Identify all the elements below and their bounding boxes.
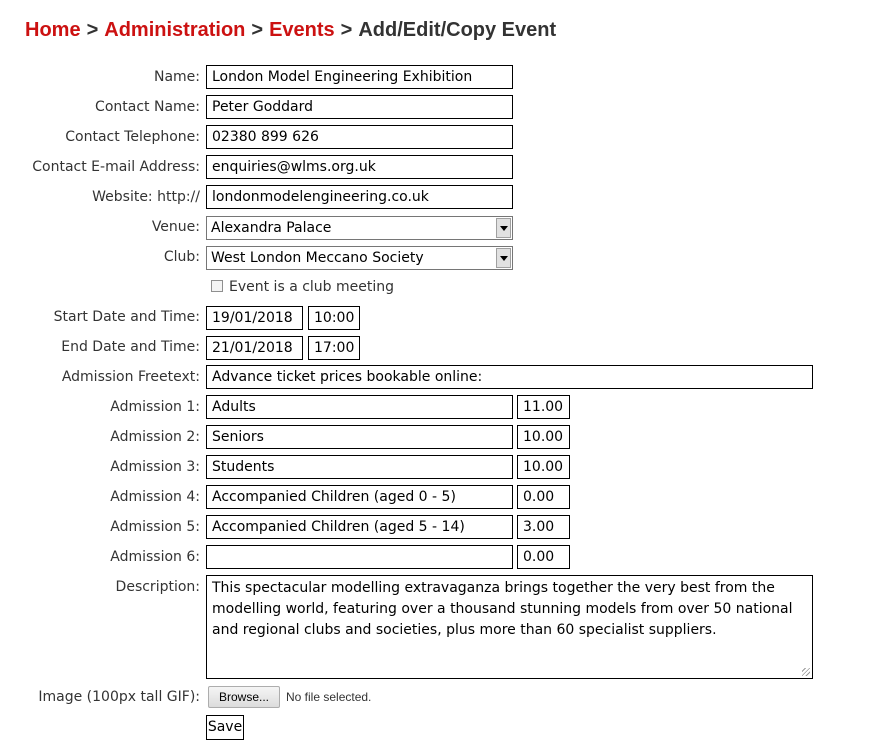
breadcrumb xyxy=(25,19,556,42)
start-datetime-label: Start Date and Time: xyxy=(53,309,200,325)
club-select[interactable] xyxy=(206,246,513,270)
admission-freetext-label: Admission Freetext: xyxy=(61,369,200,385)
admission-price-input[interactable]: 0.00 xyxy=(517,485,570,509)
club-meeting-label[interactable]: Event is a club meeting xyxy=(229,279,395,295)
chevron-down-icon[interactable] xyxy=(496,218,511,238)
contact-telephone-label: Contact Telephone: xyxy=(65,129,200,145)
contact-telephone-input[interactable]: 02380 899 626 xyxy=(206,125,513,149)
admission-name-input[interactable]: Adults xyxy=(206,395,513,419)
breadcrumb-separator: > xyxy=(340,19,353,41)
chevron-down-icon[interactable] xyxy=(496,248,511,268)
contact-email-input[interactable]: enquiries@wlms.org.uk xyxy=(206,155,513,179)
contact-email-label: Contact E-mail Address: xyxy=(32,159,200,175)
description-textarea[interactable] xyxy=(206,575,813,679)
admission-name-input[interactable]: Seniors xyxy=(206,425,513,449)
admission-label: Admission 1: xyxy=(110,399,200,415)
contact-name-label: Contact Name: xyxy=(95,99,200,115)
venue-select[interactable] xyxy=(206,216,513,240)
browse-button[interactable]: Browse... xyxy=(208,686,280,708)
admission-name-input[interactable]: Accompanied Children (aged 5 - 14) xyxy=(206,515,513,539)
admission-freetext-input[interactable]: Advance ticket prices bookable online: xyxy=(206,365,813,389)
admission-name-input[interactable]: Accompanied Children (aged 0 - 5) xyxy=(206,485,513,509)
breadcrumb-events-link[interactable]: Events xyxy=(269,19,335,41)
admission-label: Admission 3: xyxy=(110,459,200,475)
end-date-input[interactable]: 21/01/2018 xyxy=(206,336,303,360)
save-button[interactable]: Save xyxy=(206,715,244,740)
name-input[interactable]: London Model Engineering Exhibition xyxy=(206,65,513,89)
page-title: Add/Edit/Copy Event xyxy=(358,19,557,41)
image-label: Image (100px tall GIF): xyxy=(38,689,200,705)
admission-price-input[interactable]: 11.00 xyxy=(517,395,570,419)
name-label: Name: xyxy=(153,69,200,85)
start-date-input[interactable]: 19/01/2018 xyxy=(206,306,303,330)
admission-label: Admission 6: xyxy=(110,549,200,565)
club-label: Club: xyxy=(163,249,200,265)
breadcrumb-separator: > xyxy=(251,19,264,41)
breadcrumb-home-link[interactable]: Home xyxy=(25,19,81,41)
breadcrumb-separator: > xyxy=(86,19,99,41)
breadcrumb-administration-link[interactable]: Administration xyxy=(104,19,246,41)
start-time-input[interactable]: 10:00 xyxy=(308,306,360,330)
file-status: No file selected. xyxy=(286,690,372,704)
admission-price-input[interactable]: 0.00 xyxy=(517,545,570,569)
admission-label: Admission 4: xyxy=(110,489,200,505)
admission-price-input[interactable]: 3.00 xyxy=(517,515,570,539)
admission-price-input[interactable]: 10.00 xyxy=(517,455,570,479)
end-time-input[interactable]: 17:00 xyxy=(308,336,360,360)
website-label: Website: http:// xyxy=(92,189,200,205)
venue-label: Venue: xyxy=(151,219,200,235)
admission-label: Admission 5: xyxy=(110,519,200,535)
end-datetime-label: End Date and Time: xyxy=(61,339,200,355)
club-selected-value: West London Meccano Society xyxy=(211,250,424,266)
admission-label: Admission 2: xyxy=(110,429,200,445)
website-input[interactable]: londonmodelengineering.co.uk xyxy=(206,185,513,209)
venue-selected-value: Alexandra Palace xyxy=(211,220,332,236)
description-label: Description: xyxy=(115,579,200,595)
description-text: This spectacular modelling extravaganza brings together the very best from the modelling world, featuring over a thousand stunning models from over 50 national and regional clubs and societies, plus more than 60 specialist suppliers. xyxy=(212,580,793,638)
contact-name-input[interactable]: Peter Goddard xyxy=(206,95,513,119)
club-meeting-checkbox[interactable] xyxy=(211,280,223,292)
admission-name-input[interactable]: Students xyxy=(206,455,513,479)
admission-price-input[interactable]: 10.00 xyxy=(517,425,570,449)
resize-handle-icon[interactable] xyxy=(802,668,810,676)
admission-name-input[interactable] xyxy=(206,545,513,569)
